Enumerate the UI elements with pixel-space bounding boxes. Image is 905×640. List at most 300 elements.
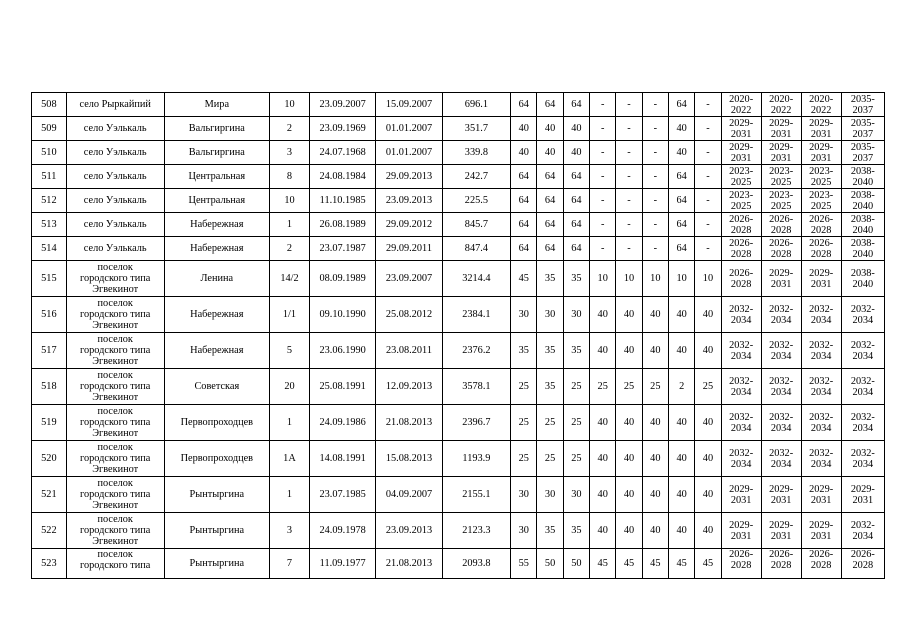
wear-7-cell: 40	[668, 441, 694, 477]
settlement-cell: поселок городского типа	[66, 549, 164, 579]
wear-4-cell: 40	[590, 333, 616, 369]
wear-1-cell: 55	[511, 549, 537, 579]
period-4-cell: 2038- 2040	[841, 237, 884, 261]
wear-6-cell: 10	[642, 261, 668, 297]
wear-5-cell: -	[616, 237, 642, 261]
area-cell: 3578.1	[442, 369, 510, 405]
wear-1-cell: 25	[511, 405, 537, 441]
area-cell: 2123.3	[442, 513, 510, 549]
wear-1-cell: 64	[511, 237, 537, 261]
wear-6-cell: 25	[642, 369, 668, 405]
wear-8-cell: -	[695, 93, 721, 117]
wear-8-cell: 10	[695, 261, 721, 297]
wear-8-cell: 40	[695, 405, 721, 441]
period-4-cell: 2038- 2040	[841, 189, 884, 213]
wear-2-cell: 35	[537, 369, 563, 405]
wear-4-cell: 40	[590, 513, 616, 549]
wear-8-cell: 25	[695, 369, 721, 405]
wear-4-cell: 40	[590, 405, 616, 441]
house-number-cell: 20	[269, 369, 309, 405]
row-number: 510	[32, 141, 67, 165]
row-number: 517	[32, 333, 67, 369]
settlement-cell: поселок городского типа Эгвекинот	[66, 369, 164, 405]
table-row	[32, 189, 885, 213]
table-row	[32, 477, 885, 513]
area-cell: 3214.4	[442, 261, 510, 297]
wear-4-cell: 40	[590, 297, 616, 333]
street-cell: Советская	[164, 369, 269, 405]
period-3-cell: 2023- 2025	[801, 165, 841, 189]
wear-1-cell: 40	[511, 117, 537, 141]
build-date-cell: 14.08.1991	[309, 441, 375, 477]
wear-1-cell: 64	[511, 165, 537, 189]
area-cell: 696.1	[442, 93, 510, 117]
period-3-cell: 2032- 2034	[801, 333, 841, 369]
period-4-cell: 2032- 2034	[841, 297, 884, 333]
house-number-cell: 10	[269, 189, 309, 213]
period-4-cell: 2032- 2034	[841, 369, 884, 405]
period-1-cell: 2023- 2025	[721, 189, 761, 213]
build-date-cell: 24.09.1978	[309, 513, 375, 549]
row-number: 508	[32, 93, 67, 117]
table-row	[32, 213, 885, 237]
wear-5-cell: 25	[616, 369, 642, 405]
period-1-cell: 2032- 2034	[721, 297, 761, 333]
street-cell: Первопроходцев	[164, 405, 269, 441]
period-1-cell: 2032- 2034	[721, 405, 761, 441]
table-row	[32, 297, 885, 333]
settlement-cell: село Уэлькаль	[66, 189, 164, 213]
wear-1-cell: 30	[511, 477, 537, 513]
wear-8-cell: -	[695, 237, 721, 261]
period-1-cell: 2032- 2034	[721, 441, 761, 477]
period-4-cell: 2038- 2040	[841, 165, 884, 189]
wear-1-cell: 64	[511, 213, 537, 237]
wear-3-cell: 64	[563, 237, 589, 261]
wear-8-cell: -	[695, 141, 721, 165]
inspection-date-cell: 15.09.2007	[376, 93, 442, 117]
street-cell: Вальгиргина	[164, 117, 269, 141]
wear-1-cell: 40	[511, 141, 537, 165]
period-2-cell: 2029- 2031	[761, 477, 801, 513]
period-4-cell: 2035- 2037	[841, 141, 884, 165]
wear-6-cell: 45	[642, 549, 668, 579]
build-date-cell: 24.07.1968	[309, 141, 375, 165]
house-number-cell: 1	[269, 405, 309, 441]
row-number: 511	[32, 165, 67, 189]
wear-4-cell: -	[590, 213, 616, 237]
settlement-cell: поселок городского типа Эгвекинот	[66, 513, 164, 549]
table-row	[32, 513, 885, 549]
wear-7-cell: 40	[668, 405, 694, 441]
wear-7-cell: 40	[668, 513, 694, 549]
build-date-cell: 23.07.1985	[309, 477, 375, 513]
wear-6-cell: -	[642, 117, 668, 141]
period-2-cell: 2026- 2028	[761, 549, 801, 579]
wear-3-cell: 25	[563, 369, 589, 405]
row-number: 519	[32, 405, 67, 441]
wear-5-cell: 40	[616, 333, 642, 369]
wear-6-cell: 40	[642, 297, 668, 333]
period-3-cell: 2023- 2025	[801, 189, 841, 213]
inspection-date-cell: 23.09.2013	[376, 189, 442, 213]
wear-4-cell: -	[590, 141, 616, 165]
wear-4-cell: 45	[590, 549, 616, 579]
period-2-cell: 2023- 2025	[761, 165, 801, 189]
table-row	[32, 549, 885, 579]
build-date-cell: 23.07.1987	[309, 237, 375, 261]
table-row	[32, 261, 885, 297]
street-cell: Ленина	[164, 261, 269, 297]
period-1-cell: 2023- 2025	[721, 165, 761, 189]
inspection-date-cell: 25.08.2012	[376, 297, 442, 333]
table-row	[32, 237, 885, 261]
wear-3-cell: 64	[563, 213, 589, 237]
settlement-cell: поселок городского типа Эгвекинот	[66, 297, 164, 333]
wear-8-cell: 40	[695, 513, 721, 549]
area-cell: 2093.8	[442, 549, 510, 579]
wear-7-cell: 40	[668, 333, 694, 369]
street-cell: Набережная	[164, 237, 269, 261]
row-number: 515	[32, 261, 67, 297]
period-3-cell: 2026- 2028	[801, 213, 841, 237]
wear-3-cell: 50	[563, 549, 589, 579]
period-1-cell: 2026- 2028	[721, 261, 761, 297]
house-number-cell: 1	[269, 477, 309, 513]
row-number: 512	[32, 189, 67, 213]
wear-8-cell: 40	[695, 333, 721, 369]
wear-3-cell: 35	[563, 513, 589, 549]
wear-2-cell: 30	[537, 297, 563, 333]
table-body	[32, 93, 885, 579]
period-1-cell: 2032- 2034	[721, 369, 761, 405]
street-cell: Рынтыргина	[164, 477, 269, 513]
wear-5-cell: -	[616, 117, 642, 141]
street-cell: Набережная	[164, 333, 269, 369]
wear-1-cell: 64	[511, 93, 537, 117]
settlement-cell: село Уэлькаль	[66, 213, 164, 237]
wear-1-cell: 25	[511, 441, 537, 477]
table-row	[32, 141, 885, 165]
period-1-cell: 2026- 2028	[721, 213, 761, 237]
row-number: 514	[32, 237, 67, 261]
inspection-date-cell: 21.08.2013	[376, 405, 442, 441]
street-cell: Набережная	[164, 297, 269, 333]
inspection-date-cell: 23.09.2007	[376, 261, 442, 297]
wear-5-cell: 40	[616, 405, 642, 441]
period-2-cell: 2032- 2034	[761, 405, 801, 441]
house-number-cell: 7	[269, 549, 309, 579]
wear-7-cell: 64	[668, 93, 694, 117]
house-number-cell: 1А	[269, 441, 309, 477]
wear-3-cell: 35	[563, 261, 589, 297]
period-3-cell: 2029- 2031	[801, 477, 841, 513]
row-number: 513	[32, 213, 67, 237]
wear-2-cell: 64	[537, 93, 563, 117]
wear-7-cell: 40	[668, 297, 694, 333]
wear-3-cell: 64	[563, 93, 589, 117]
house-number-cell: 1	[269, 213, 309, 237]
settlement-cell: село Рыркайпий	[66, 93, 164, 117]
street-cell: Вальгиргина	[164, 141, 269, 165]
build-date-cell: 11.10.1985	[309, 189, 375, 213]
wear-2-cell: 40	[537, 141, 563, 165]
house-number-cell: 10	[269, 93, 309, 117]
wear-2-cell: 50	[537, 549, 563, 579]
build-date-cell: 23.09.2007	[309, 93, 375, 117]
wear-8-cell: -	[695, 189, 721, 213]
wear-2-cell: 35	[537, 513, 563, 549]
build-date-cell: 09.10.1990	[309, 297, 375, 333]
wear-7-cell: 64	[668, 213, 694, 237]
wear-5-cell: -	[616, 189, 642, 213]
wear-4-cell: -	[590, 237, 616, 261]
wear-3-cell: 25	[563, 405, 589, 441]
wear-6-cell: -	[642, 189, 668, 213]
area-cell: 339.8	[442, 141, 510, 165]
house-number-cell: 14/2	[269, 261, 309, 297]
area-cell: 845.7	[442, 213, 510, 237]
area-cell: 225.5	[442, 189, 510, 213]
house-number-cell: 2	[269, 117, 309, 141]
period-2-cell: 2026- 2028	[761, 237, 801, 261]
settlement-cell: поселок городского типа Эгвекинот	[66, 441, 164, 477]
wear-5-cell: 40	[616, 441, 642, 477]
wear-4-cell: 25	[590, 369, 616, 405]
table-row	[32, 93, 885, 117]
house-number-cell: 1/1	[269, 297, 309, 333]
wear-7-cell: 64	[668, 165, 694, 189]
wear-5-cell: -	[616, 93, 642, 117]
wear-7-cell: 45	[668, 549, 694, 579]
wear-6-cell: 40	[642, 477, 668, 513]
inspection-date-cell: 23.09.2013	[376, 513, 442, 549]
inspection-date-cell: 29.09.2011	[376, 237, 442, 261]
wear-7-cell: 10	[668, 261, 694, 297]
area-cell: 351.7	[442, 117, 510, 141]
build-date-cell: 24.08.1984	[309, 165, 375, 189]
period-3-cell: 2020- 2022	[801, 93, 841, 117]
period-1-cell: 2029- 2031	[721, 477, 761, 513]
street-cell: Центральная	[164, 165, 269, 189]
area-cell: 2396.7	[442, 405, 510, 441]
wear-8-cell: -	[695, 165, 721, 189]
period-4-cell: 2038- 2040	[841, 261, 884, 297]
period-1-cell: 2032- 2034	[721, 333, 761, 369]
table-row	[32, 117, 885, 141]
wear-2-cell: 35	[537, 333, 563, 369]
inspection-date-cell: 21.08.2013	[376, 549, 442, 579]
wear-7-cell: 40	[668, 117, 694, 141]
wear-2-cell: 30	[537, 477, 563, 513]
period-3-cell: 2029- 2031	[801, 261, 841, 297]
street-cell: Набережная	[164, 213, 269, 237]
settlement-cell: село Уэлькаль	[66, 165, 164, 189]
inspection-date-cell: 01.01.2007	[376, 141, 442, 165]
wear-2-cell: 25	[537, 405, 563, 441]
wear-7-cell: 40	[668, 477, 694, 513]
wear-8-cell: -	[695, 213, 721, 237]
period-4-cell: 2032- 2034	[841, 405, 884, 441]
house-number-cell: 2	[269, 237, 309, 261]
period-2-cell: 2023- 2025	[761, 189, 801, 213]
street-cell: Первопроходцев	[164, 441, 269, 477]
area-cell: 1193.9	[442, 441, 510, 477]
period-4-cell: 2026- 2028	[841, 549, 884, 579]
period-2-cell: 2026- 2028	[761, 213, 801, 237]
wear-6-cell: -	[642, 213, 668, 237]
wear-5-cell: 40	[616, 297, 642, 333]
wear-3-cell: 64	[563, 165, 589, 189]
wear-1-cell: 30	[511, 297, 537, 333]
inspection-date-cell: 15.08.2013	[376, 441, 442, 477]
period-3-cell: 2032- 2034	[801, 297, 841, 333]
wear-4-cell: -	[590, 117, 616, 141]
wear-4-cell: -	[590, 93, 616, 117]
period-2-cell: 2032- 2034	[761, 441, 801, 477]
row-number: 516	[32, 297, 67, 333]
settlement-cell: поселок городского типа Эгвекинот	[66, 261, 164, 297]
wear-3-cell: 40	[563, 117, 589, 141]
wear-4-cell: 10	[590, 261, 616, 297]
period-3-cell: 2026- 2028	[801, 549, 841, 579]
period-1-cell: 2029- 2031	[721, 513, 761, 549]
inspection-date-cell: 12.09.2013	[376, 369, 442, 405]
housing-register-table	[31, 92, 885, 579]
wear-6-cell: 40	[642, 441, 668, 477]
wear-5-cell: -	[616, 141, 642, 165]
period-1-cell: 2029- 2031	[721, 117, 761, 141]
wear-6-cell: -	[642, 93, 668, 117]
wear-7-cell: 40	[668, 141, 694, 165]
period-4-cell: 2032- 2034	[841, 513, 884, 549]
settlement-cell: поселок городского типа Эгвекинот	[66, 333, 164, 369]
row-number: 521	[32, 477, 67, 513]
wear-1-cell: 35	[511, 333, 537, 369]
area-cell: 2384.1	[442, 297, 510, 333]
build-date-cell: 23.09.1969	[309, 117, 375, 141]
inspection-date-cell: 01.01.2007	[376, 117, 442, 141]
build-date-cell: 26.08.1989	[309, 213, 375, 237]
period-2-cell: 2020- 2022	[761, 93, 801, 117]
wear-7-cell: 64	[668, 189, 694, 213]
wear-8-cell: 45	[695, 549, 721, 579]
period-3-cell: 2029- 2031	[801, 141, 841, 165]
wear-8-cell: 40	[695, 297, 721, 333]
inspection-date-cell: 29.09.2013	[376, 165, 442, 189]
period-4-cell: 2032- 2034	[841, 441, 884, 477]
wear-1-cell: 64	[511, 189, 537, 213]
wear-5-cell: 40	[616, 477, 642, 513]
wear-2-cell: 35	[537, 261, 563, 297]
wear-1-cell: 45	[511, 261, 537, 297]
wear-1-cell: 25	[511, 369, 537, 405]
period-3-cell: 2029- 2031	[801, 513, 841, 549]
row-number: 522	[32, 513, 67, 549]
period-3-cell: 2032- 2034	[801, 405, 841, 441]
wear-8-cell: -	[695, 117, 721, 141]
settlement-cell: село Уэлькаль	[66, 237, 164, 261]
wear-6-cell: -	[642, 237, 668, 261]
build-date-cell: 11.09.1977	[309, 549, 375, 579]
period-2-cell: 2032- 2034	[761, 297, 801, 333]
house-number-cell: 3	[269, 513, 309, 549]
wear-7-cell: 2	[668, 369, 694, 405]
inspection-date-cell: 29.09.2012	[376, 213, 442, 237]
settlement-cell: поселок городского типа Эгвекинот	[66, 477, 164, 513]
period-4-cell: 2035- 2037	[841, 93, 884, 117]
period-3-cell: 2026- 2028	[801, 237, 841, 261]
wear-5-cell: -	[616, 165, 642, 189]
area-cell: 2376.2	[442, 333, 510, 369]
wear-3-cell: 40	[563, 141, 589, 165]
wear-2-cell: 64	[537, 189, 563, 213]
wear-5-cell: 45	[616, 549, 642, 579]
build-date-cell: 24.09.1986	[309, 405, 375, 441]
wear-4-cell: -	[590, 165, 616, 189]
period-4-cell: 2029- 2031	[841, 477, 884, 513]
house-number-cell: 8	[269, 165, 309, 189]
period-4-cell: 2032- 2034	[841, 333, 884, 369]
street-cell: Мира	[164, 93, 269, 117]
wear-3-cell: 64	[563, 189, 589, 213]
wear-2-cell: 25	[537, 441, 563, 477]
row-number: 518	[32, 369, 67, 405]
table-row	[32, 333, 885, 369]
wear-2-cell: 64	[537, 165, 563, 189]
period-2-cell: 2032- 2034	[761, 369, 801, 405]
wear-2-cell: 64	[537, 213, 563, 237]
wear-6-cell: -	[642, 165, 668, 189]
period-1-cell: 2020- 2022	[721, 93, 761, 117]
wear-5-cell: 40	[616, 513, 642, 549]
wear-4-cell: 40	[590, 477, 616, 513]
period-2-cell: 2029- 2031	[761, 141, 801, 165]
wear-6-cell: -	[642, 141, 668, 165]
period-4-cell: 2035- 2037	[841, 117, 884, 141]
wear-7-cell: 64	[668, 237, 694, 261]
period-4-cell: 2038- 2040	[841, 213, 884, 237]
build-date-cell: 08.09.1989	[309, 261, 375, 297]
wear-4-cell: 40	[590, 441, 616, 477]
wear-5-cell: -	[616, 213, 642, 237]
period-3-cell: 2032- 2034	[801, 369, 841, 405]
period-3-cell: 2032- 2034	[801, 441, 841, 477]
period-2-cell: 2032- 2034	[761, 333, 801, 369]
period-2-cell: 2029- 2031	[761, 513, 801, 549]
wear-6-cell: 40	[642, 405, 668, 441]
area-cell: 2155.1	[442, 477, 510, 513]
build-date-cell: 23.06.1990	[309, 333, 375, 369]
period-1-cell: 2029- 2031	[721, 141, 761, 165]
inspection-date-cell: 23.08.2011	[376, 333, 442, 369]
street-cell: Рынтыргина	[164, 513, 269, 549]
table-row	[32, 405, 885, 441]
period-1-cell: 2026- 2028	[721, 237, 761, 261]
wear-6-cell: 40	[642, 333, 668, 369]
street-cell: Центральная	[164, 189, 269, 213]
period-2-cell: 2029- 2031	[761, 117, 801, 141]
settlement-cell: село Уэлькаль	[66, 117, 164, 141]
period-1-cell: 2026- 2028	[721, 549, 761, 579]
wear-4-cell: -	[590, 189, 616, 213]
wear-3-cell: 25	[563, 441, 589, 477]
inspection-date-cell: 04.09.2007	[376, 477, 442, 513]
house-number-cell: 3	[269, 141, 309, 165]
area-cell: 847.4	[442, 237, 510, 261]
wear-3-cell: 35	[563, 333, 589, 369]
row-number: 509	[32, 117, 67, 141]
